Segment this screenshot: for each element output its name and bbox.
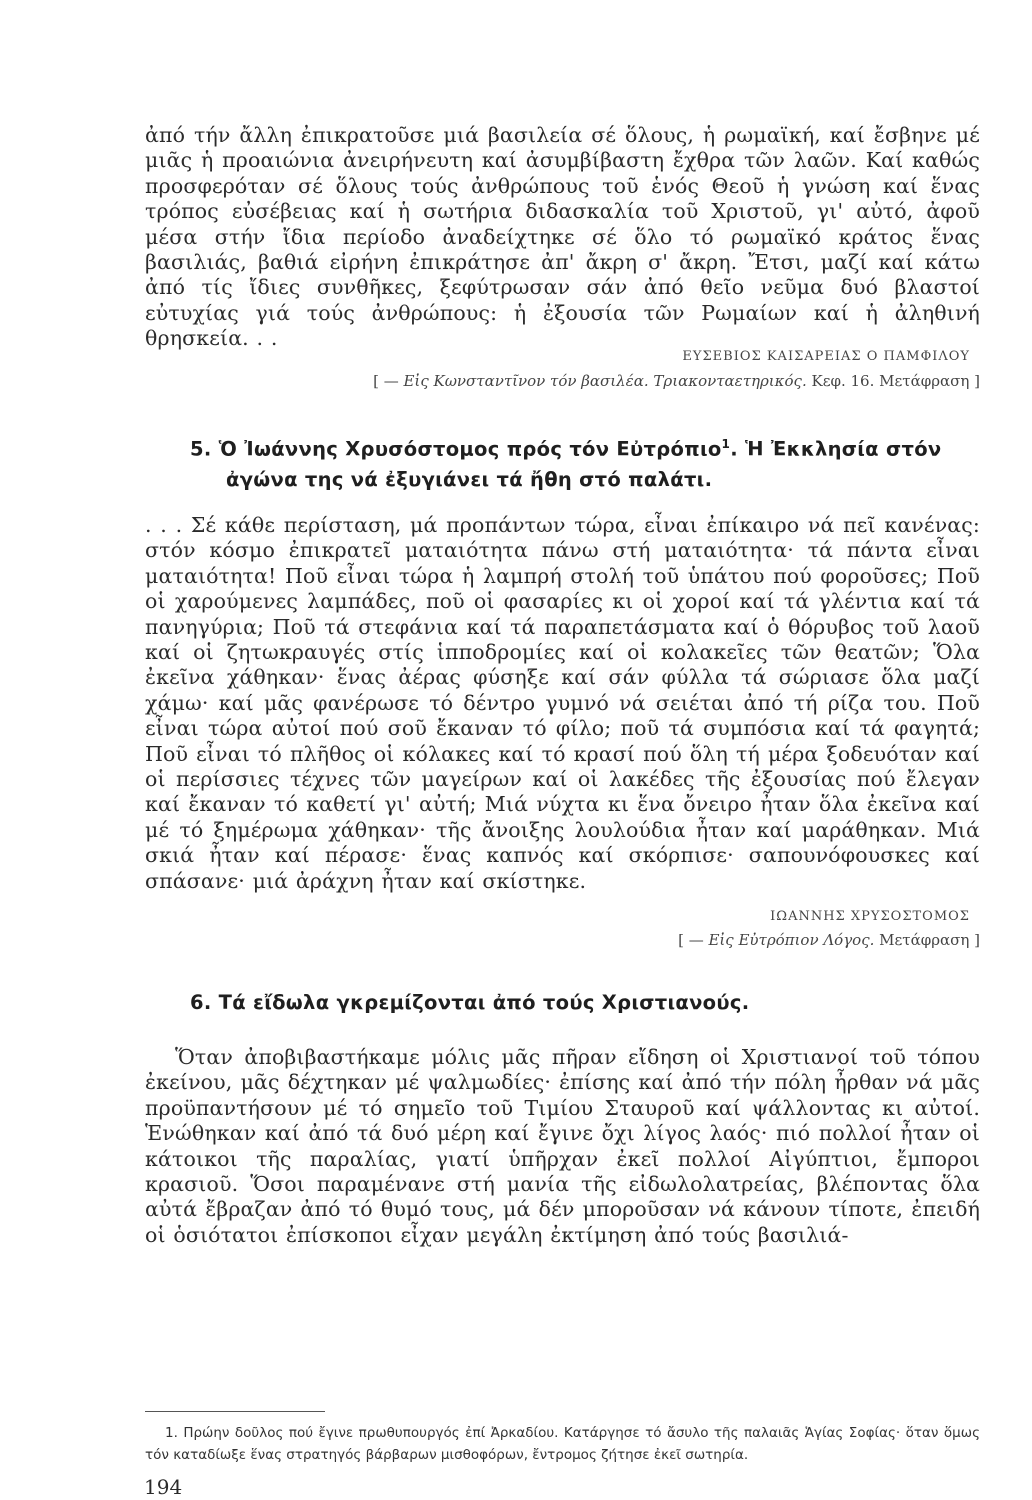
citation-bracket-open: [ — (678, 931, 709, 949)
footnote-marker: 1 (721, 437, 731, 451)
citation-source-chrysostom (678, 931, 980, 949)
section-6-heading (190, 988, 749, 1018)
citation-work-title: Εἰς Κωνσταντῖνον τόν βασιλέα. Τριακονταετηρικός. (403, 372, 807, 390)
citation-rest: Μετάφραση ] (874, 931, 980, 949)
citation-bracket-open: [ — (373, 372, 404, 390)
section-6-number: 6. (190, 991, 212, 1014)
citation-source-eusebius (373, 372, 980, 390)
section-5-heading (190, 429, 941, 495)
footnote-divider (145, 1411, 325, 1412)
citation-author-eusebius: ΕΥΣΕΒΙΟΣ ΚΑΙΣΑΡΕΙΑΣ Ο ΠΑΜΦΙΛΟΥ (682, 349, 970, 364)
chrysostom-paragraph: . . . Σέ κάθε περίσταση, μά προπάντων τώρα, εἶναι ἐπίκαιρο νά πεῖ κανένας: στόν κόσμο ἐπικρατεῖ ματαιότητα πάνω στή ματαιότητα· τά πάντα εἶναι ματαιότητα! Ποῦ εἶναι τώρα ἡ λαμπρή στολή τοῦ ὑπάτου πού φοροῦσες; Ποῦ οἱ χαρούμενες λαμπάδες, ποῦ οἱ φασαρίες κι οἱ χοροί καί τά γλέντια καί τά πανηγύρια; Ποῦ τά στεφάνια καί τά παραπετάσματα καί ὁ θόρυβος τοῦ λαοῦ καί οἱ ζητωκραυγές στίς ἱπποδρομίες καί οἱ κολακεῖες τῶν θεατῶν; Ὅλα ἐκεῖνα χάθηκαν· ἕνας ἀέρας φύσηξε καί σάν φύλλα τά σώριασε ὅλα μαζί χάμω· καί μᾶς φανέρωσε τό δέντρο γυμνό νά σειέται ἀπό τή ρίζα του. Ποῦ εἶναι τώρα αὐτοί πού σοῦ ἔκαναν τό φίλο; ποῦ τά συμπόσια καί τά φαγητά; Ποῦ εἶναι τό πλῆθος οἱ κόλακες καί τό κρασί πού ὅλη τή μέρα ξοδευόταν καί οἱ περίσσιες τέχνες τῶν μαγείρων καί οἱ λακέδες τῆς ἐξουσίας πού ἔλεγαν καί ἔκαναν τό καθετί γι' αὐτή; Μιά νύχτα κι ἕνα ὄνειρο ἦταν ὅλα ἐκεῖνα καί μέ τό ξημέρωμα χάθηκαν· τῆς ἄνοιξης λουλούδια ἦταν καί μαράθηκαν. Μιά σκιά ἦταν καί πέρασε· ἕνας καπνός καί σκόρπισε· σαπουνόφουσκες καί σπάσανε· μιά ἀράχνη ἦταν καί σκίστηκε. (145, 513, 980, 893)
citation-rest: Κεφ. 16. Μετάφραση ] (806, 372, 980, 390)
section-5-title-line1: Ὁ Ἰωάννης Χρυσόστομος πρός τόν Εὐτρόπιο (218, 437, 722, 461)
citation-author-chrysostom: ΙΩΑΝΝΗΣ ΧΡΥΣΟΣΤΟΜΟΣ (770, 909, 970, 924)
section-5-title-line2: ἀγώνα της νά ἐξυγιάνει τά ἤθη στό παλάτι. (226, 467, 713, 491)
section-5-number: 5. (190, 437, 212, 461)
section-5-title-tail: . Ἡ Ἐκκλησία στόν (730, 437, 942, 461)
citation-work-title: Εἰς Εὐτρόπιον Λόγος. (708, 931, 875, 949)
section-6-title: Τά εἴδωλα γκρεμίζονται ἀπό τούς Χριστιανούς. (218, 991, 750, 1014)
intro-paragraph: ἀπό τήν ἄλλη ἐπικρατοῦσε μιά βασιλεία σέ ὅλους, ἡ ρωμαϊκή, καί ἔσβηνε μέ μιᾶς ἡ προαιώνια ἀνειρήνευτη καί ἀσυμβίβαστη ἔχθρα τῶν λαῶν. Καί καθώς προσφερόταν σέ ὅλους τούς ἀνθρώπους τοῦ ἑνός Θεοῦ ἡ γνώση καί ἕνας τρόπος εὐσέβειας καί ἡ σωτήρια διδασκαλία τοῦ Χριστοῦ, γι' αὐτό, ἀφοῦ μέσα στήν ἴδια περίοδο ἀναδείχτηκε σέ ὅλο τό ρωμαϊκό κράτος ἕνας βασιλιάς, βαθιά εἰρήνη ἐπικράτησε ἀπ' ἄκρη σ' ἄκρη. Ἔτσι, μαζί καί κάτω ἀπό τίς ἴδιες συνθῆκες, ξεφύτρωσαν σάν ἀπό θεῖο νεῦμα δυό βλαστοί εὐτυχίας γιά τούς ἀνθρώπους: ἡ ἐξουσία τῶν Ρωμαίων καί ἡ ἀληθινή θρησκεία. . . (145, 123, 980, 351)
footnote: 1. Πρώην δοῦλος πού ἔγινε πρωθυπουργός ἐπί Ἀρκαδίου. Κατάργησε τό ἄσυλο τῆς παλαιᾶς Ἁγίας Σοφίας· ὅταν ὅμως τόν καταδίωξε ἕνας στρατηγός βάρβαρων μισθοφόρων, ἔντρομος ζήτησε ἐκεῖ σωτηρία. (145, 1425, 980, 1463)
page-number: 194 (144, 1475, 183, 1499)
idols-paragraph: Ὅταν ἀποβιβαστήκαμε μόλις μᾶς πῆραν εἴδηση οἱ Χριστιανοί τοῦ τόπου ἐκείνου, μᾶς δέχτηκαν μέ ψαλμωδίες· ἐπίσης καί ἀπό τήν πόλη ἦρθαν νά μᾶς προϋπαντήσουν μέ τό σημεῖο τοῦ Τιμίου Σταυροῦ καί ψάλλοντας κι αὐτοί. Ἑνώθηκαν καί ἀπό τά δυό μέρη καί ἔγινε ὄχι λίγος λαός· πιό πολλοί ἦταν οἱ κάτοικοι τῆς παραλίας, γιατί ὑπῆρχαν ἐκεῖ πολλοί Αἰγύπτιοι, ἔμποροι κρασιοῦ. Ὅσοι παραμένανε στή μανία τῆς εἰδωλολατρείας, βλέποντας ὅλα αὐτά ἔβραζαν ἀπό τό θυμό τους, μά δέν μποροῦσαν νά κάνουν τίποτε, ἐπειδή οἱ ὁσιότατοι ἐπίσκοποι εἶχαν μεγάλη ἐκτίμηση ἀπό τούς βασιλιά- (145, 1045, 980, 1247)
